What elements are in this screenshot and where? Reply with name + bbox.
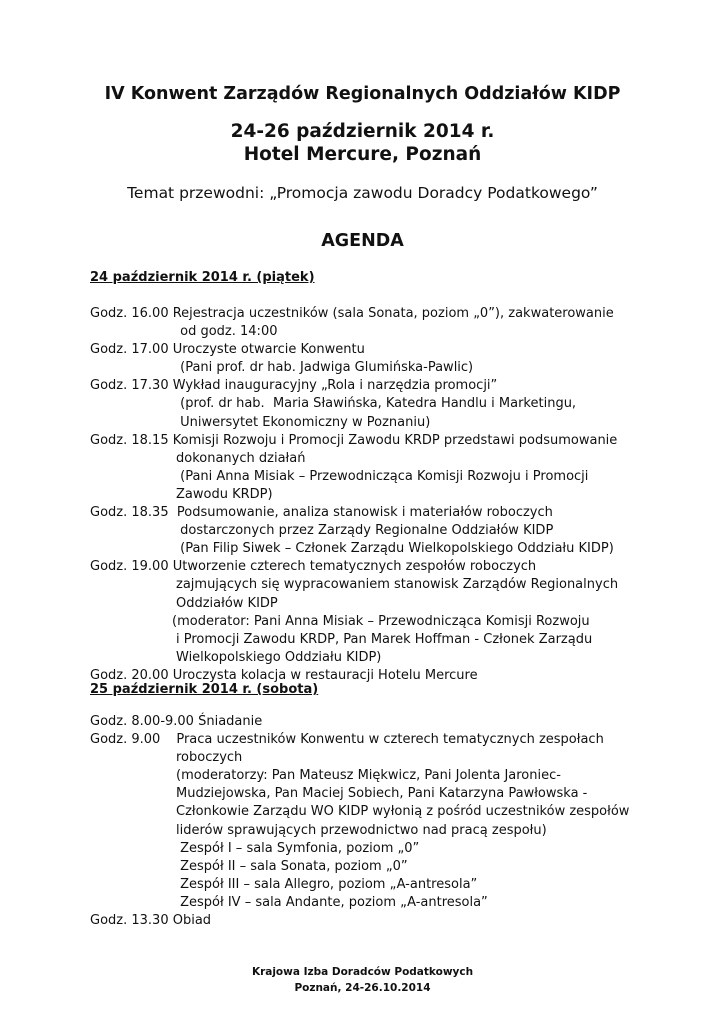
footer-place-date: Poznań, 24-26.10.2014: [294, 982, 431, 994]
agenda-time: Godz. 20.00: [90, 667, 169, 683]
agenda-item: [90, 305, 650, 323]
agenda-text: Śniadanie: [198, 714, 263, 729]
event-dates: 24-26 październik 2014 r.: [230, 121, 495, 142]
day1-heading: 24 październik 2014 r. (piątek): [90, 270, 315, 285]
agenda-time: Godz. 18.15: [90, 432, 169, 448]
agenda-time: Godz. 17.00: [90, 342, 169, 358]
agenda-text: Uroczyste otwarcie Konwentu: [172, 342, 365, 358]
agenda-item: [90, 912, 650, 930]
event-venue: Hotel Mercure, Poznań: [243, 144, 482, 165]
agenda-text: Komisji Rozwoju i Promocji Zawodu KRDP przedstawi podsumowanie: [172, 432, 618, 448]
agenda-text-continued: Zespół II – sala Sonata, poziom „0”: [176, 858, 408, 874]
agenda-text-continued: Zespół I – sala Symfonia, poziom „0”: [176, 840, 420, 856]
agenda-time: Godz. 17.30: [90, 378, 169, 394]
agenda-text: Utworzenie czterech tematycznych zespołów roboczych: [172, 559, 537, 575]
agenda-text-continued: Zespół IV – sala Andante, poziom „A-antresola”: [176, 894, 488, 910]
event-theme: Temat przewodni: „Promocja zawodu Doradcy Podatkowego”: [127, 184, 598, 202]
day2-heading: 25 październik 2014 r. (sobota): [90, 682, 319, 697]
agenda-text-continued: Mudziejowska, Pan Maciej Sobiech, Pani Katarzyna Pawłowska -: [176, 786, 588, 802]
agenda-text-continued: (Pani Anna Misiak – Przewodnicząca Komisji Rozwoju i Promocji: [176, 468, 589, 484]
agenda-text-continued: liderów sprawujących przewodnictwo nad pracą zespołu): [176, 822, 547, 838]
agenda-text-continued: dostarczonych przez Zarządy Regionalne Oddziałów KIDP: [176, 523, 554, 539]
agenda-text: Obiad: [172, 913, 212, 929]
agenda-text-continued: i Promocji Zawodu KRDP, Pan Marek Hoffman - Członek Zarządu: [176, 631, 593, 647]
agenda-text-continued: (moderator: Pani Anna Misiak – Przewodnicząca Komisji Rozwoju: [172, 613, 590, 629]
agenda-text-continued: zajmujących się wypracowaniem stanowisk Zarządów Regionalnych: [176, 577, 619, 593]
agenda-item: [90, 341, 650, 359]
agenda-item: [90, 713, 650, 731]
agenda-time: Godz. 19.00: [90, 559, 169, 575]
agenda-time: Godz. 9.00: [90, 732, 161, 748]
agenda-item: [90, 377, 650, 395]
agenda-time: Godz. 16.00: [90, 306, 169, 321]
agenda-text: Podsumowanie, analiza stanowisk i materiałów roboczych: [172, 505, 553, 521]
document-title: IV Konwent Zarządów Regionalnych Oddziałów KIDP: [104, 84, 621, 104]
agenda-heading: AGENDA: [321, 231, 404, 251]
agenda-item: [90, 731, 650, 749]
agenda-text-continued: Oddziałów KIDP: [176, 595, 278, 611]
agenda-text-continued: Uniwersytet Ekonomiczny w Poznaniu): [176, 414, 431, 430]
agenda-text-continued: Członkowie Zarządu WO KIDP wyłonią z pośród uczestników zespołów: [176, 804, 630, 820]
agenda-time: Godz. 18.35: [90, 505, 169, 521]
agenda-time: Godz. 13.30: [90, 913, 169, 929]
agenda-text: Praca uczestników Konwentu w czterech tematycznych zespołach: [176, 732, 604, 748]
footer-organization: Krajowa Izba Doradców Podatkowych: [251, 966, 474, 978]
agenda-text: Rejestracja uczestników (sala Sonata, poziom „0”), zakwaterowanie: [172, 306, 614, 321]
agenda-text-continued: roboczych: [176, 750, 243, 766]
agenda-time: Godz. 8.00-9.00: [90, 714, 194, 729]
agenda-text-continued: dokonanych działań: [176, 450, 306, 466]
agenda-text-continued: (Pan Filip Siwek – Członek Zarządu Wielkopolskiego Oddziału KIDP): [176, 541, 614, 557]
agenda-item: [90, 432, 650, 450]
agenda-text-continued: Zespół III – sala Allegro, poziom „A-antresola”: [176, 876, 478, 892]
day2-agenda: [90, 713, 650, 930]
agenda-text-continued: (prof. dr hab. Maria Sławińska, Katedra Handlu i Marketingu,: [176, 396, 577, 412]
agenda-text-continued: (Pani prof. dr hab. Jadwiga Glumińska-Pawlic): [176, 360, 474, 376]
agenda-text: Wykład inauguracyjny „Rola i narzędzia promocji”: [172, 378, 498, 394]
agenda-text-continued: (moderatorzy: Pan Mateusz Miękwicz, Pani Jolenta Jaroniec-: [176, 768, 561, 784]
agenda-text: Uroczysta kolacja w restauracji Hotelu Mercure: [172, 667, 478, 683]
agenda-text-continued: Wielkopolskiego Oddziału KIDP): [176, 649, 382, 665]
agenda-item: [90, 504, 650, 522]
agenda-text-continued: Zawodu KRDP): [176, 486, 273, 502]
agenda-text-continued: od godz. 14:00: [176, 324, 278, 340]
day1-agenda: [90, 305, 650, 685]
agenda-item: [90, 558, 650, 576]
